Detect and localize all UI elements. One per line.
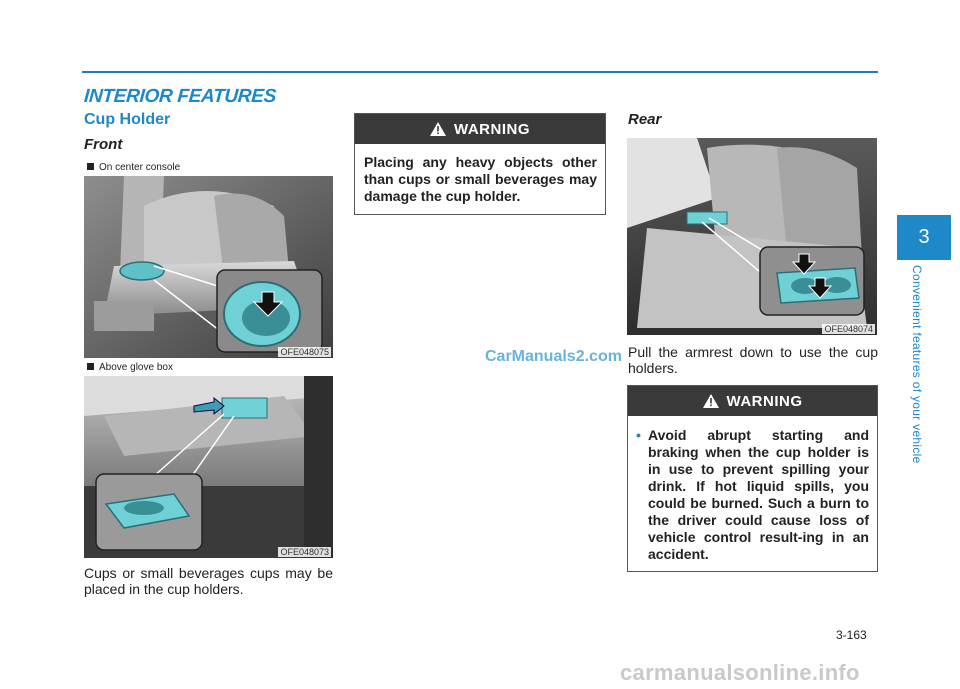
figure1-code: OFE048075 <box>280 347 329 357</box>
bullet-icon: • <box>636 427 641 443</box>
top-rule <box>82 71 878 73</box>
rear-label: Rear <box>628 111 662 128</box>
figure1-caption: On center console <box>87 161 180 175</box>
rear-armrest-illustration <box>627 138 877 335</box>
warning-text: Placing any heavy objects other than cups or small beverages may damage the cup holder. <box>364 154 597 204</box>
square-bullet-icon <box>87 163 94 170</box>
page-number: 3-163 <box>836 628 867 642</box>
figure-center-console <box>84 176 333 358</box>
left-body-text: Cups or small beverages cups may be placed in the cup holders. <box>84 565 333 597</box>
front-label: Front <box>84 136 123 153</box>
footer-watermark: carmanualsonline.info <box>620 660 860 685</box>
watermark-carmanuals: CarManuals2.com <box>485 348 622 365</box>
figure-glove-box <box>84 376 333 558</box>
square-bullet-icon <box>87 363 94 370</box>
warning-triangle-icon <box>703 394 719 408</box>
warning-box-heavy-objects <box>354 113 606 215</box>
figure-rear-armrest <box>627 138 877 335</box>
right-body-text: Pull the armrest down to use the cup holders. <box>628 344 878 376</box>
subsection-title: Cup Holder <box>84 111 171 128</box>
warning-triangle-icon <box>430 122 446 136</box>
center-console-illustration <box>84 176 333 358</box>
warning-bullet-text: Avoid abrupt starting and braking when the cup holder is in use to prevent spilling your drink. If hot liquid spills, you could be burned. Such a burn to the driver could cause loss of vehicle control result-ing in an accident. <box>648 427 869 562</box>
section-title: INTERIOR FEATURES <box>83 86 277 107</box>
figure3-code: OFE048074 <box>824 324 873 334</box>
glove-box-illustration <box>84 376 333 558</box>
warning-bullet-item <box>628 416 877 563</box>
warning-header: WARNING <box>355 114 605 144</box>
figure2-caption: Above glove box <box>87 361 173 375</box>
chapter-tab: 3 <box>897 215 951 260</box>
warning-box-abrupt-starting <box>627 385 878 572</box>
warning-header: WARNING <box>628 386 877 416</box>
figure2-code: OFE048073 <box>280 547 329 557</box>
